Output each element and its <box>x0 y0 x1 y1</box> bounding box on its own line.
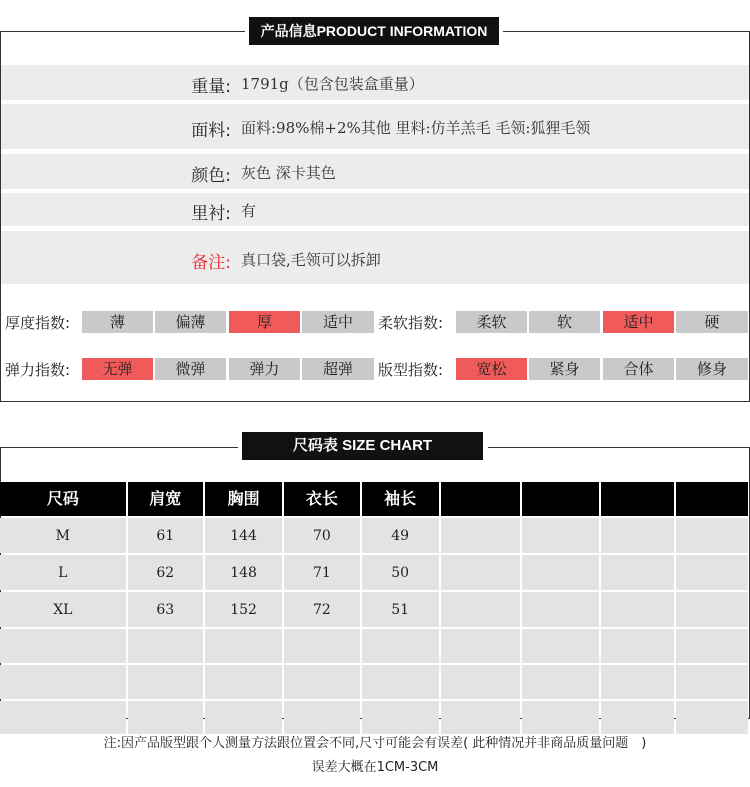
info-value-weight: 1791g（包含包装盒重量） <box>241 75 424 93</box>
cell-length: 70 <box>284 518 359 553</box>
cell-bust <box>205 665 282 699</box>
cell-sleeve <box>362 701 439 734</box>
cell-empty <box>676 665 748 699</box>
softness-option-soft: 柔软 <box>456 311 527 333</box>
softness-option-hard: 硬 <box>676 311 748 333</box>
info-label-fabric: 面料: <box>191 121 231 141</box>
cell-empty <box>601 629 674 663</box>
cell-empty <box>441 701 520 734</box>
table-row <box>0 701 748 734</box>
info-row-fabric <box>1 104 749 149</box>
cell-size <box>0 665 126 699</box>
cell-empty <box>601 555 674 590</box>
fit-option-slim: 修身 <box>676 358 748 380</box>
fit-index-label: 版型指数: <box>378 361 444 379</box>
cell-empty <box>441 555 520 590</box>
header-empty <box>601 482 674 516</box>
cell-bust: 148 <box>205 555 282 590</box>
cell-empty <box>676 701 748 734</box>
size-table <box>0 482 750 719</box>
measurement-note: 注:因产品版型跟个人测量方法跟位置会不同,尺寸可能会有误差( 此种情况并非商品质量问题 ) <box>103 736 647 751</box>
cell-empty <box>522 665 599 699</box>
cell-shoulder <box>128 701 203 734</box>
thickness-option-thin: 薄 <box>82 311 153 333</box>
header-length: 衣长 <box>284 482 359 516</box>
cell-size <box>0 629 126 663</box>
cell-shoulder <box>128 629 203 663</box>
header-shoulder: 肩宽 <box>128 482 203 516</box>
elasticity-option-stretch: 弹力 <box>229 358 300 380</box>
table-row <box>0 629 748 663</box>
size-chart-title: 尺码表 SIZE CHART <box>242 432 483 460</box>
cell-empty <box>441 665 520 699</box>
softness-option-softish: 软 <box>529 311 600 333</box>
cell-empty <box>522 592 599 627</box>
info-label-remark: 备注: <box>191 253 231 273</box>
info-label-lining: 里衬: <box>191 204 231 224</box>
header-empty <box>522 482 599 516</box>
cell-bust: 144 <box>205 518 282 553</box>
cell-shoulder: 62 <box>128 555 203 590</box>
thickness-option-medium: 适中 <box>302 311 374 333</box>
cell-empty <box>522 701 599 734</box>
header-sleeve: 袖长 <box>362 482 439 516</box>
cell-shoulder: 61 <box>128 518 203 553</box>
cell-sleeve <box>362 665 439 699</box>
header-empty <box>441 482 520 516</box>
cell-sleeve: 50 <box>362 555 439 590</box>
cell-length <box>284 701 359 734</box>
size-table-header <box>0 482 748 516</box>
elasticity-option-super: 超弹 <box>302 358 374 380</box>
elasticity-option-slight: 微弹 <box>155 358 226 380</box>
info-row-weight <box>1 65 749 100</box>
cell-bust <box>205 629 282 663</box>
cell-empty <box>441 518 520 553</box>
info-value-remark: 真口袋,毛领可以拆卸 <box>241 251 381 269</box>
cell-empty <box>601 518 674 553</box>
cell-bust <box>205 701 282 734</box>
cell-size: L <box>0 555 126 590</box>
cell-empty <box>601 592 674 627</box>
header-empty <box>676 482 748 516</box>
cell-shoulder <box>128 665 203 699</box>
cell-empty <box>676 555 748 590</box>
cell-empty <box>601 701 674 734</box>
cell-sleeve: 49 <box>362 518 439 553</box>
error-range-note: 误差大概在1CM-3CM <box>311 760 439 775</box>
cell-empty <box>601 665 674 699</box>
fit-option-regular: 合体 <box>603 358 674 380</box>
cell-length: 71 <box>284 555 359 590</box>
thickness-option-thick: 厚 <box>229 311 300 333</box>
cell-empty <box>522 518 599 553</box>
thickness-option-slightly-thin: 偏薄 <box>155 311 226 333</box>
info-row-remark <box>1 231 749 284</box>
elasticity-index-label: 弹力指数: <box>5 361 71 379</box>
product-info-title: 产品信息PRODUCT INFORMATION <box>249 17 499 45</box>
info-value-lining: 有 <box>241 202 257 220</box>
info-value-fabric: 面料:98%棉+2%其他 里料:仿羊羔毛 毛领:狐狸毛领 <box>241 119 591 137</box>
cell-empty <box>522 629 599 663</box>
softness-option-medium: 适中 <box>603 311 674 333</box>
cell-length <box>284 665 359 699</box>
cell-empty <box>676 592 748 627</box>
elasticity-option-none: 无弹 <box>82 358 153 380</box>
cell-sleeve <box>362 629 439 663</box>
size-table-grid <box>0 480 750 736</box>
info-label-weight: 重量: <box>191 77 231 97</box>
fit-option-tight: 紧身 <box>529 358 600 380</box>
cell-sleeve: 51 <box>362 592 439 627</box>
info-row-lining <box>1 193 749 226</box>
cell-size: M <box>0 518 126 553</box>
cell-bust: 152 <box>205 592 282 627</box>
cell-empty <box>676 518 748 553</box>
info-row-color <box>1 154 749 189</box>
info-value-color: 灰色 深卡其色 <box>241 164 336 182</box>
table-row <box>0 665 748 699</box>
cell-empty <box>441 592 520 627</box>
cell-empty <box>676 629 748 663</box>
cell-size <box>0 701 126 734</box>
header-size: 尺码 <box>0 482 126 516</box>
table-row <box>0 592 748 627</box>
cell-empty <box>522 555 599 590</box>
thickness-index-label: 厚度指数: <box>5 314 71 332</box>
table-row <box>0 555 748 590</box>
header-bust: 胸围 <box>205 482 282 516</box>
table-row <box>0 518 748 553</box>
info-label-color: 颜色: <box>191 166 231 186</box>
cell-shoulder: 63 <box>128 592 203 627</box>
cell-empty <box>441 629 520 663</box>
cell-length <box>284 629 359 663</box>
cell-size: XL <box>0 592 126 627</box>
cell-length: 72 <box>284 592 359 627</box>
softness-index-label: 柔软指数: <box>378 314 444 332</box>
fit-option-loose: 宽松 <box>456 358 527 380</box>
